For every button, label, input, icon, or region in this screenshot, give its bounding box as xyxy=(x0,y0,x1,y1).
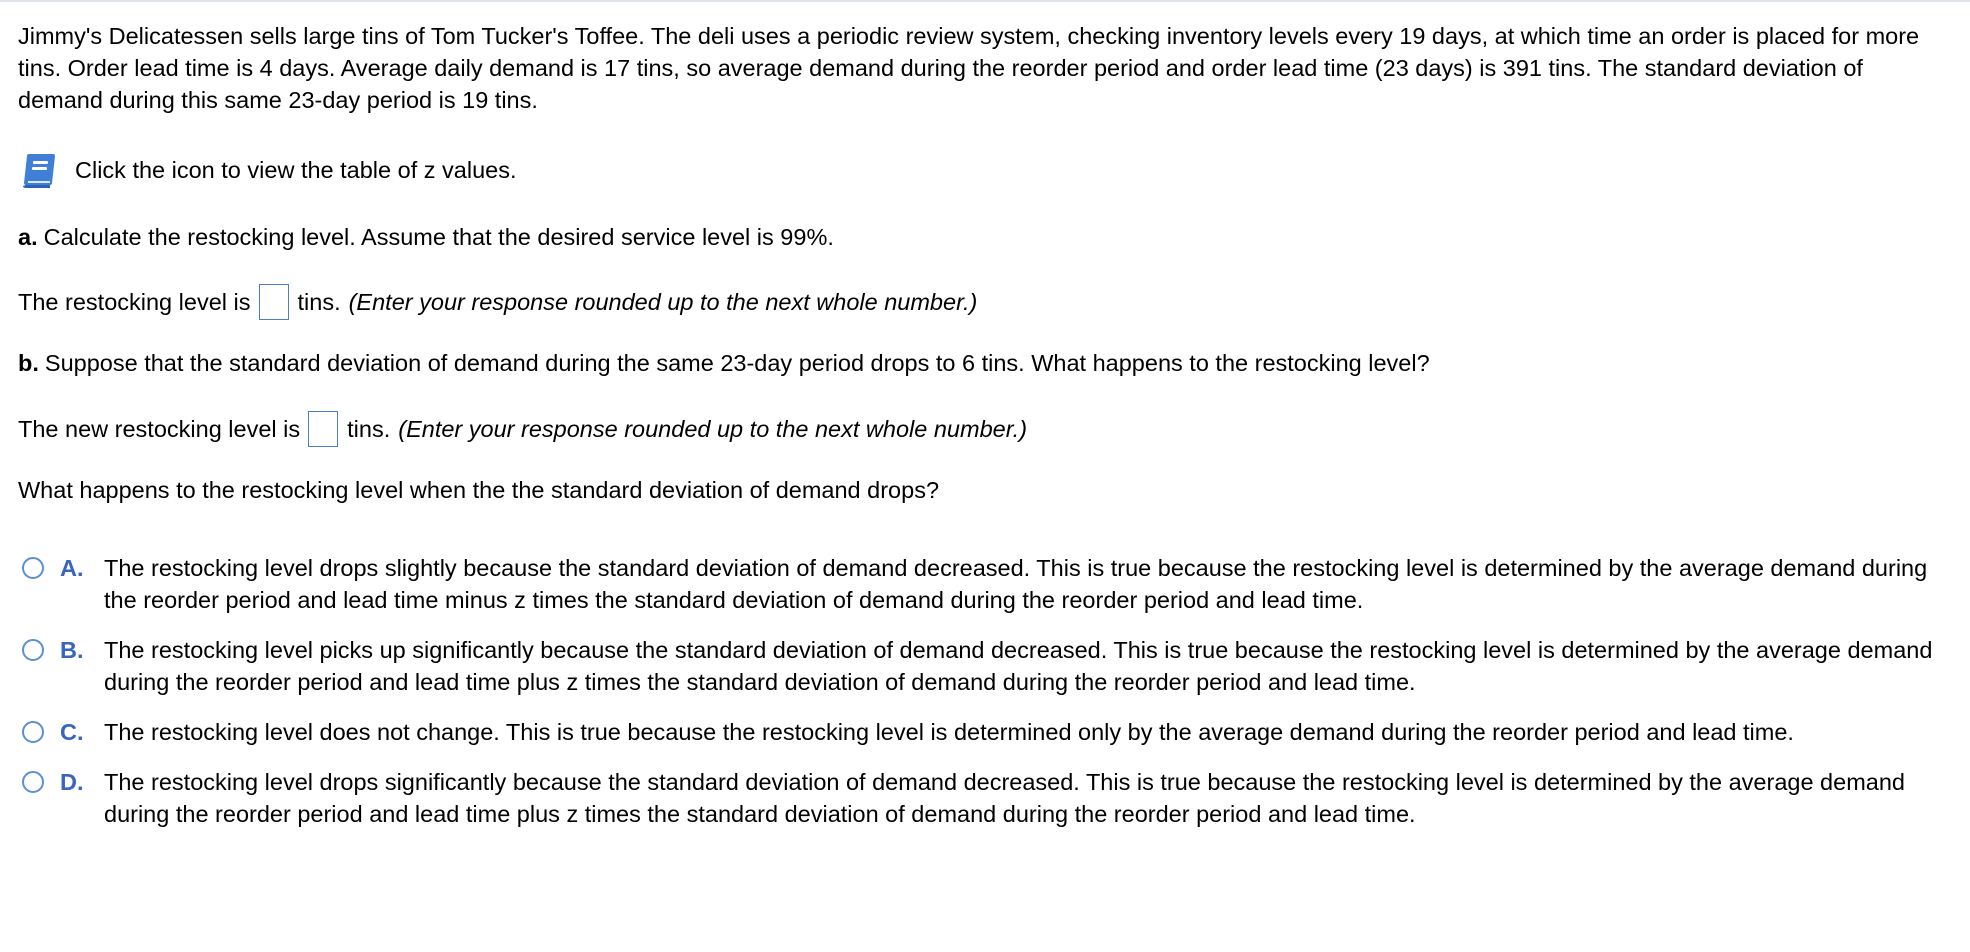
restocking-level-input[interactable] xyxy=(259,284,289,320)
part-b-answer-suffix: tins. xyxy=(347,416,391,442)
option-c-text: The restocking level does not change. This is true because the restocking level is determined only by the average demand during the reorder period and lead time. xyxy=(104,719,1794,745)
option-b-letter: B. xyxy=(60,637,84,663)
part-b-answer-row xyxy=(18,411,1027,447)
part-a-hint: (Enter your response rounded up to the next whole number.) xyxy=(348,289,978,315)
part-a-question xyxy=(18,221,834,253)
answer-options xyxy=(22,552,1952,848)
option-b-radio[interactable] xyxy=(22,639,44,661)
option-d[interactable] xyxy=(22,766,1952,830)
option-a-text: The restocking level drops slightly because the standard deviation of demand decreased. This is true because the restocking level is determined by the average demand during the reorder period and lead time minus z times the standard deviation of demand during the reorder period and lead time. xyxy=(104,555,1928,613)
problem-statement: Jimmy's Delicatessen sells large tins of Tom Tucker's Toffee. The deli uses a periodic review system, checking inventory levels every 19 days, at which time an order is placed for more tins. Order lead time is 4 days. Average daily demand is 17 tins, so average demand during the reorder period and order lead time (23 days) is 391 tins. The standard deviation of demand during this same 23-day period is 19 tins. xyxy=(18,23,1920,113)
option-a-radio[interactable] xyxy=(22,557,44,579)
part-b-label: b. xyxy=(18,350,39,376)
part-b-question xyxy=(18,347,1430,379)
part-b-followup-text: What happens to the restocking level when the the standard deviation of demand drops? xyxy=(18,477,940,503)
option-b[interactable] xyxy=(22,634,1952,698)
option-d-text: The restocking level drops significantly because the standard deviation of demand decreased. This is true because the restocking level is determined by the average demand during the reorder period and lead time plus z times the standard deviation of demand during the reorder period and lead time. xyxy=(104,769,1905,827)
option-c[interactable] xyxy=(22,716,1952,748)
part-a-answer-prefix: The restocking level is xyxy=(18,289,251,315)
option-a-letter: A. xyxy=(60,555,84,581)
option-d-radio[interactable] xyxy=(22,771,44,793)
part-a-question-text: Calculate the restocking level. Assume that the desired service level is 99%. xyxy=(43,224,834,250)
option-d-letter: D. xyxy=(60,769,84,795)
option-b-text: The restocking level picks up significantly because the standard deviation of demand decreased. This is true because the restocking level is determined by the average demand during the reorder period and lead time plus z times the standard deviation of demand during the reorder period and lead time. xyxy=(104,637,1933,695)
book-icon-graphic xyxy=(20,150,60,190)
part-a-answer-suffix: tins. xyxy=(297,289,341,315)
part-a-answer-row xyxy=(18,284,977,320)
top-divider xyxy=(0,0,1970,2)
part-a-label: a. xyxy=(18,224,38,250)
part-b-question-text: Suppose that the standard deviation of demand during the same 23-day period drops to 6 tins. What happens to the restocking level? xyxy=(44,350,1430,376)
option-c-radio[interactable] xyxy=(22,721,44,743)
zvalues-row xyxy=(20,150,517,190)
part-b-hint: (Enter your response rounded up to the next whole number.) xyxy=(398,416,1028,442)
new-restocking-level-input[interactable] xyxy=(308,411,338,447)
book-icon[interactable] xyxy=(20,150,60,190)
zvalues-link-text[interactable]: Click the icon to view the table of z values. xyxy=(75,157,517,183)
option-a[interactable] xyxy=(22,552,1952,616)
part-b-followup xyxy=(18,474,939,506)
option-c-letter: C. xyxy=(60,719,84,745)
part-b-answer-prefix: The new restocking level is xyxy=(18,416,301,442)
